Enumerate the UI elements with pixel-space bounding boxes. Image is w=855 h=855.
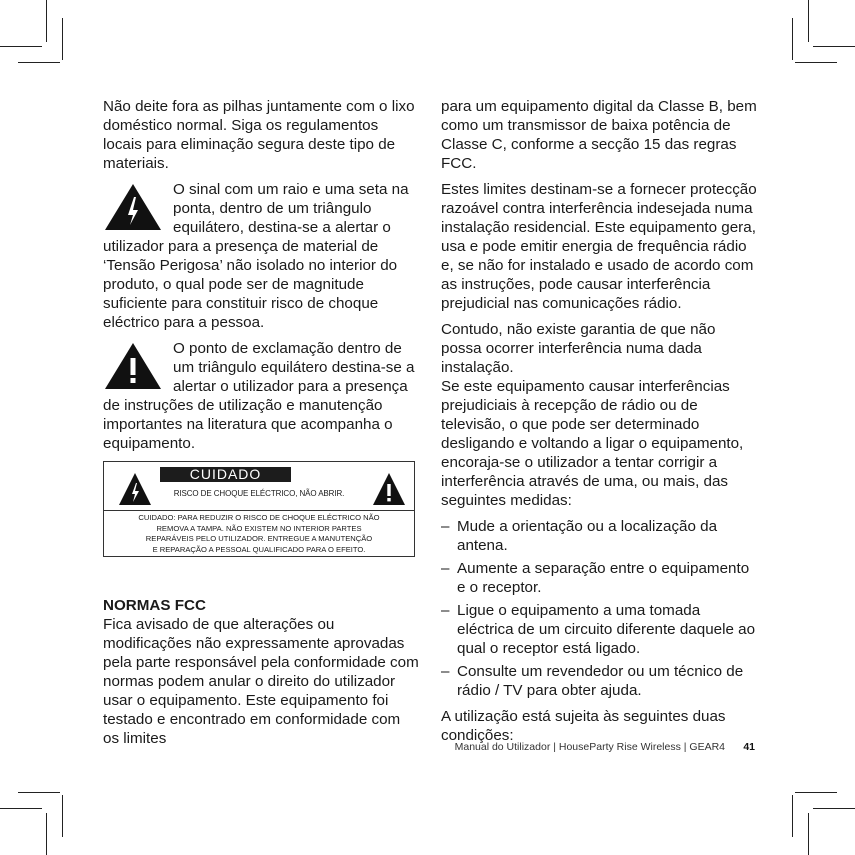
crop-mark [18, 62, 60, 63]
interference-measures-intro: Se este equipamento causar interferências prejudiciais à recepção de rádio ou de televisão, o que pode ser determinado desligando e voltando a ligar o equipamento, encoraja-se o utilizador a tentar corrigir a interferência através de uma, ou mais, das seguintes medidas: [441, 378, 744, 509]
exclamation-warning [103, 339, 415, 453]
fcc-section [103, 596, 419, 748]
exclamation-triangle-icon [103, 341, 163, 391]
crop-mark [0, 808, 42, 809]
measures-list [441, 517, 759, 700]
crop-mark [792, 795, 793, 837]
crop-mark [808, 813, 809, 855]
crop-mark [46, 813, 47, 855]
conditions-text: A utilização está sujeita às seguintes duas condições: [441, 708, 726, 744]
fcc-limits-text: Estes limites destinam-se a fornecer protecção razoável contra interferência indesejada numa instalação residencial. Este equipamento gera, usa e pode emitir energia de frequência rádio e, se não for instalado e usado de acordo com as instruções, pode causar interferência prejudicial nas comunicações rádio. [441, 181, 757, 312]
caution-instructions [110, 513, 408, 555]
crop-mark [808, 0, 809, 42]
caution-label-header [104, 462, 414, 511]
crop-mark [62, 795, 63, 837]
exclamation-warning-text: O ponto de exclamação dentro de um triângulo equilátero destina-se a alertar o utilizador para a presença de instruções de utilização e manutenção importantes na literatura que acompanha o equipamento. [103, 340, 415, 452]
crop-mark [813, 46, 855, 47]
caution-label [103, 461, 415, 557]
caution-subtitle: RISCO DE CHOQUE ELÉCTRICO, NÃO ABRIR. [173, 489, 345, 498]
battery-disposal-text: Não deite fora as pilhas juntamente com o lixo doméstico normal. Siga os regulamentos locais para eliminação segura deste tipo de materiais. [103, 98, 415, 172]
crop-mark [795, 62, 837, 63]
lightning-warning [103, 180, 415, 332]
list-item: – Aumente a separação entre o equipamento e o receptor. [441, 559, 759, 597]
fcc-heading: NORMAS FCC [103, 597, 206, 614]
crop-mark [792, 18, 793, 60]
interference-text [441, 320, 759, 510]
caution-line: CUIDADO: PARA REDUZIR O RISCO DE CHOQUE ELÉCTRICO NÃO [138, 513, 380, 522]
crop-mark [813, 808, 855, 809]
crop-mark [18, 792, 60, 793]
exclamation-triangle-icon [372, 472, 406, 506]
fcc-class-text: para um equipamento digital da Classe B, bem como um transmissor de baixa potência de Classe C, conforme a secção 15 das regras FCC. [441, 98, 757, 172]
caution-title: CUIDADO [160, 467, 291, 482]
caution-line: REPARÁVEIS PELO UTILIZADOR. ENTREGUE A MANUTENÇÃO [145, 534, 373, 543]
lightning-warning-text: O sinal com um raio e uma seta na ponta, dentro de um triângulo equilátero, destina-se a alertar o utilizador para a presença de material de ‘Tensão Perigosa’ não isolado no interior do produto, o qual pode ser de magnitude suficiente para constituir risco de choque eléctrico para a pessoa. [103, 181, 409, 331]
lightning-triangle-icon [103, 182, 163, 232]
list-item: – Consulte um revendedor ou um técnico de rádio / TV para obter ajuda. [441, 662, 759, 700]
footer-text: Manual do Utilizador | HouseParty Rise Wireless | GEAR4 [454, 741, 725, 753]
left-column [103, 97, 415, 453]
fcc-text: Fica avisado de que alterações ou modificações não expressamente aprovadas pela parte responsável pela conformidade com normas podem anular o direito do utilizador usar o equipamento. Este equipamento foi testado e encontrado em conformidade com os limites [103, 616, 419, 747]
crop-mark [0, 46, 42, 47]
crop-mark [46, 0, 47, 42]
crop-mark [795, 792, 837, 793]
crop-mark [62, 18, 63, 60]
interference-guarantee: Contudo, não existe garantia de que não possa ocorrer interferência numa dada instalação. [441, 321, 716, 376]
right-column [441, 97, 759, 752]
list-item: – Ligue o equipamento a uma tomada eléctrica de um circuito diferente daquele ao qual o receptor está ligado. [441, 601, 759, 658]
page-number: 41 [743, 741, 755, 753]
caution-line: REMOVA A TAMPA. NÃO EXISTEM NO INTERIOR PARTES [156, 523, 362, 533]
list-item: – Mude a orientação ou a localização da antena. [441, 517, 759, 555]
caution-line: E REPARAÇÃO A PESSOAL QUALIFICADO PARA O EFEITO. [152, 544, 366, 554]
